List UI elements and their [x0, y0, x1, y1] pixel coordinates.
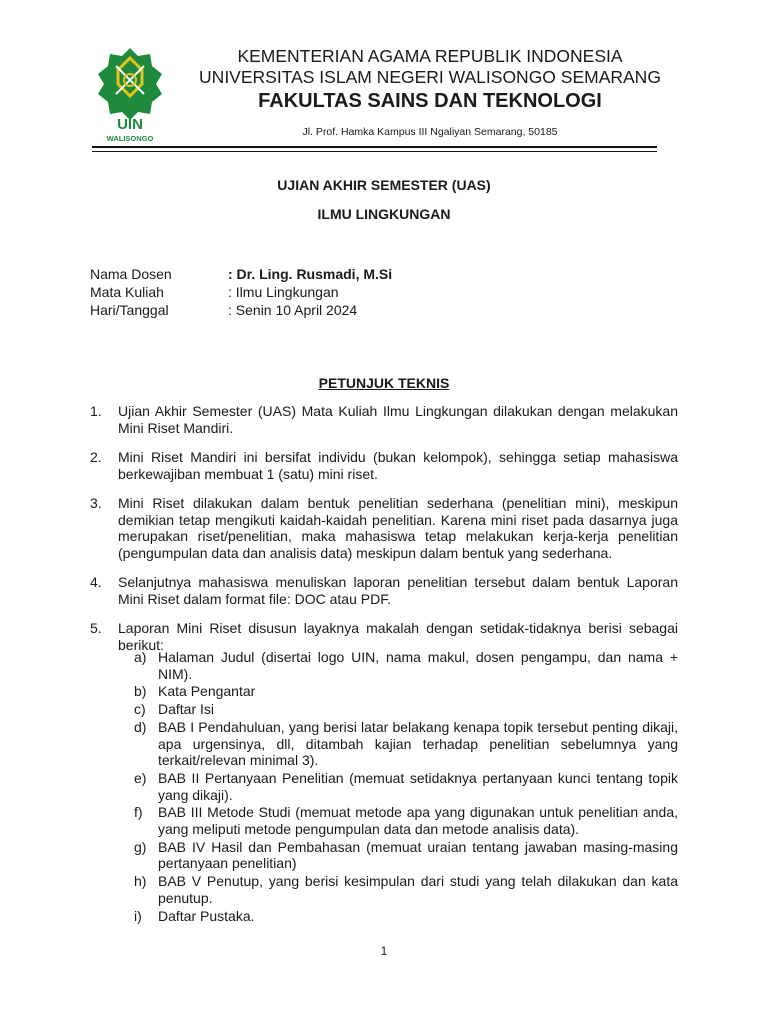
- uin-walisongo-logo: [94, 46, 166, 144]
- sub-item-text: BAB II Pertanyaan Penelitian (memuat setidaknya pertanyaan kunci tentang topik yang dikaji).: [158, 769, 678, 803]
- info-row-lecturer: [90, 265, 392, 283]
- faculty-name: FAKULTAS SAINS DAN TEKNOLOGI: [258, 90, 602, 112]
- sub-list-item: [134, 649, 678, 682]
- info-label: Hari/Tanggal: [90, 302, 169, 318]
- item-number: 3.: [90, 495, 102, 511]
- item-text: Mini Riset Mandiri ini bersifat individu (bukan kelompok), sehingga setiap mahasiswa berkewajiban membuat 1 (satu) mini riset.: [118, 449, 678, 482]
- ministry-name: KEMENTERIAN AGAMA REPUBLIK INDONESIA: [237, 46, 623, 66]
- sub-item-text: BAB V Penutup, yang berisi kesimpulan dari studi yang telah dilakukan dan kata penutup.: [158, 873, 678, 906]
- header-rule-thin: [92, 151, 657, 152]
- info-value: : Ilmu Lingkungan: [228, 284, 339, 300]
- info-value: : Dr. Ling. Rusmadi, M.Si: [228, 266, 393, 282]
- sub-item-text: Halaman Judul (disertai logo UIN, nama makul, dosen pengampu, dan nama + NIM).: [158, 649, 678, 682]
- sub-item-letter: h): [134, 873, 147, 890]
- sub-item-letter: g): [134, 838, 147, 855]
- sub-item-text: BAB III Metode Studi (memuat metode apa yang digunakan untuk penelitian anda, yang meliputi metode pengumpulan data dan metode analisis data).: [158, 804, 678, 838]
- info-value: : Senin 10 April 2024: [228, 302, 358, 318]
- item-text: Ujian Akhir Semester (UAS) Mata Kuliah Ilmu Lingkungan dilakukan dengan melakukan Mini Riset Mandiri.: [118, 403, 678, 436]
- exam-title: UJIAN AKHIR SEMESTER (UAS): [277, 177, 491, 193]
- list-item: [90, 495, 678, 561]
- info-row-course: [90, 283, 392, 301]
- info-row-date: [90, 301, 392, 319]
- sub-item-text: Kata Pengantar: [158, 683, 256, 700]
- sub-item-text: Daftar Isi: [158, 701, 215, 718]
- list-item: [90, 403, 678, 436]
- header-rule-thick: [92, 146, 657, 148]
- sub-item-text: BAB I Pendahuluan, yang berisi latar belakang kenapa topik tersebut penting dikaji, apa urgensinya, dll, ditambah kajian terhadap penelitian sebelumnya yang terkait/relevan minimal 3).: [158, 718, 678, 769]
- info-label: Mata Kuliah: [90, 284, 164, 300]
- sub-list-item: [134, 683, 678, 700]
- list-item: [90, 574, 678, 607]
- info-label: Nama Dosen: [90, 266, 172, 282]
- item-number: 2.: [90, 449, 102, 465]
- sub-item-letter: b): [134, 683, 147, 700]
- sub-item-text: BAB IV Hasil dan Pembahasan (memuat uraian tentang jawaban masing-masing pertanyaan penelitian): [158, 838, 678, 872]
- item-text: Selanjutnya mahasiswa menuliskan laporan penelitian tersebut dalam bentuk Laporan Mini Riset dalam format file: DOC atau PDF.: [118, 574, 678, 607]
- sub-list-item: [134, 873, 678, 906]
- logo-letters: UIN: [117, 116, 143, 133]
- sub-item-letter: f): [134, 804, 143, 821]
- course-title: ILMU LINGKUNGAN: [317, 206, 451, 222]
- item-text: Laporan Mini Riset disusun layaknya makalah dengan setidak-tidaknya berisi sebagai berikut:: [118, 620, 678, 653]
- page-number: 1: [380, 944, 388, 958]
- sub-item-text: Daftar Pustaka.: [158, 907, 255, 924]
- sub-list-item: [134, 701, 678, 718]
- item-text: Mini Riset dilakukan dalam bentuk penelitian sederhana (penelitian mini), meskipun demikian tetap mengikuti kaidah-kaidah penelitian. Karena mini riset pada dasarnya juga merupakan riset/penelitian, maka mahasiswa tetap melakukan kerja-kerja penelitian (pengumpulan data dan analisis data) meskipun dalam bentuk yang sederhana.: [118, 495, 678, 561]
- report-structure-list: [134, 649, 678, 925]
- sub-item-letter: i): [134, 907, 142, 924]
- item-number: 1.: [90, 403, 102, 419]
- sub-item-letter: d): [134, 718, 147, 735]
- sub-item-letter: c): [134, 701, 146, 718]
- address: Jl. Prof. Hamka Kampus III Ngaliyan Semarang, 50185: [302, 126, 558, 138]
- list-item: [90, 449, 678, 482]
- item-number: 4.: [90, 574, 102, 590]
- sub-list-item: [134, 770, 678, 803]
- instruction-list: [90, 403, 678, 666]
- item-number: 5.: [90, 620, 102, 636]
- letterhead: [180, 46, 680, 138]
- logo-caption: WALISONGO: [106, 134, 154, 143]
- sub-item-letter: e): [134, 769, 147, 786]
- sub-list-item: [134, 839, 678, 872]
- sub-item-letter: a): [134, 649, 147, 665]
- sub-list-item: [134, 719, 678, 769]
- university-name: UNIVERSITAS ISLAM NEGERI WALISONGO SEMARANG: [199, 67, 661, 87]
- sub-list-item: [134, 804, 678, 837]
- sub-list-item: [134, 908, 678, 925]
- exam-info: [90, 265, 392, 319]
- section-heading: PETUNJUK TEKNIS: [318, 375, 450, 391]
